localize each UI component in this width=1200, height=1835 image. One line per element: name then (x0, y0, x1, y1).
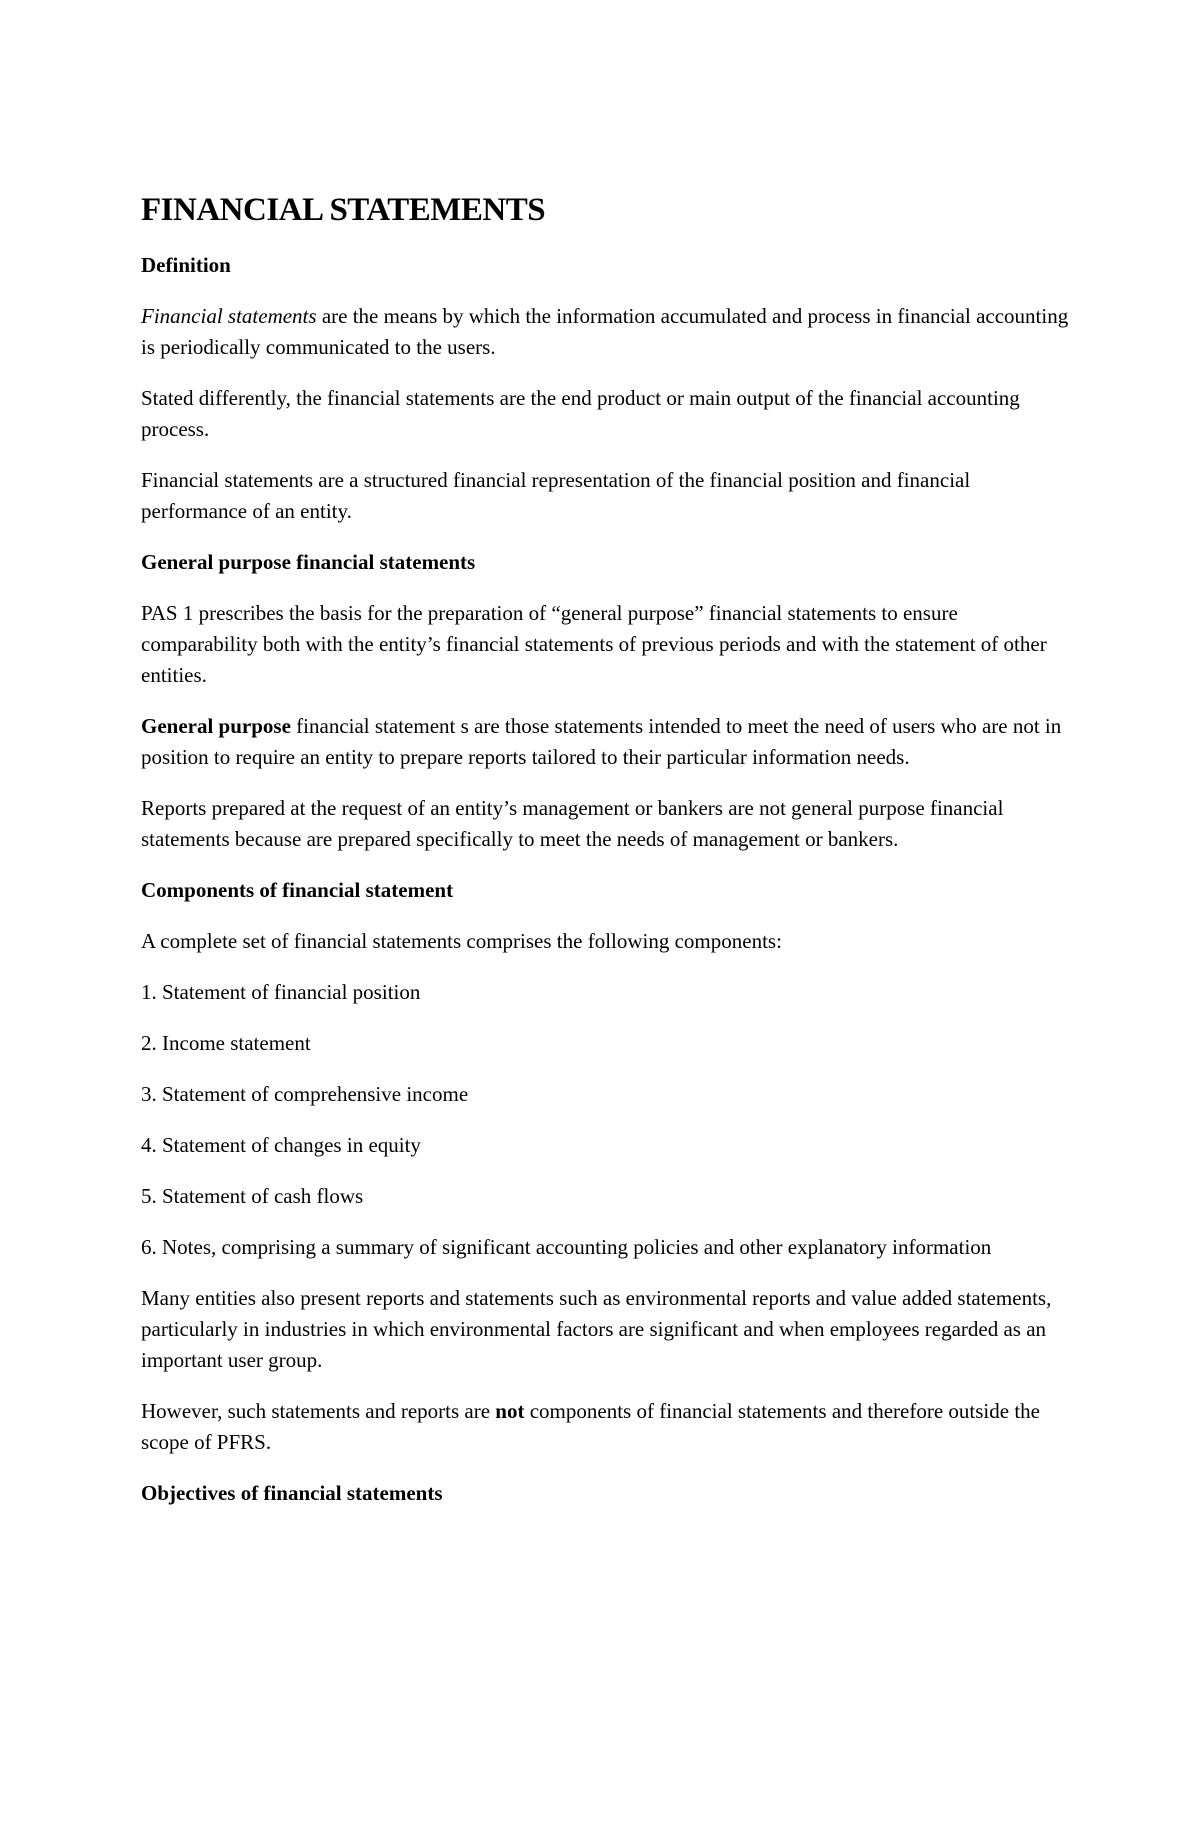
heading-general-purpose: General purpose financial statements (141, 550, 476, 574)
strong-general-purpose: General purpose (141, 714, 291, 738)
paragraph-definition-2: Stated differently, the financial statements are the end product or main output of the financial accounting process. (141, 386, 1020, 441)
document-body (141, 190, 1071, 1529)
heading-components: Components of financial statement (141, 878, 454, 902)
paragraph-definition-1 (141, 301, 1071, 363)
paragraph-text: are the means by which the information accumulated and process in financial accounting is periodically communicated to the users. (141, 304, 1069, 359)
document-title: FINANCIAL STATEMENTS (141, 192, 546, 228)
list-item: 3. Statement of comprehensive income (141, 1082, 469, 1106)
heading-definition: Definition (141, 253, 231, 277)
paragraph-general-3: Reports prepared at the request of an entity’s management or bankers are not general purpose financial statements because are prepared specifically to meet the needs of management or bankers. (141, 796, 1004, 851)
emphasis-financial-statements: Financial statements (141, 304, 317, 328)
paragraph-text: However, such statements and reports are (141, 1399, 496, 1423)
strong-not: not (495, 1399, 525, 1423)
paragraph-however (141, 1396, 1071, 1458)
list-item: 2. Income statement (141, 1031, 311, 1055)
paragraph-many-entities: Many entities also present reports and statements such as environmental reports and value added statements, particularly in industries in which environmental factors are significant and when employees regarded as an important user group. (141, 1286, 1052, 1372)
list-item: 6. Notes, comprising a summary of significant accounting policies and other explanatory information (141, 1235, 992, 1259)
paragraph-text: financial statement s are those statements intended to meet the need of users who are not in position to require an entity to prepare reports tailored to their particular information needs. (141, 714, 1062, 769)
heading-objectives: Objectives of financial statements (141, 1481, 443, 1505)
paragraph-general-1: PAS 1 prescribes the basis for the preparation of “general purpose” financial statements to ensure comparability both with the entity’s financial statements of previous periods and with the statement of other entities. (141, 601, 1047, 687)
paragraph-general-2 (141, 711, 1071, 773)
list-item: 4. Statement of changes in equity (141, 1133, 421, 1157)
list-item: 1. Statement of financial position (141, 980, 421, 1004)
paragraph-definition-3: Financial statements are a structured financial representation of the financial position and financial performance of an entity. (141, 468, 971, 523)
paragraph-text: components of financial statements and therefore outside the scope of PFRS. (141, 1399, 1040, 1454)
paragraph-components-intro: A complete set of financial statements comprises the following components: (141, 929, 782, 953)
list-item: 5. Statement of cash flows (141, 1184, 364, 1208)
